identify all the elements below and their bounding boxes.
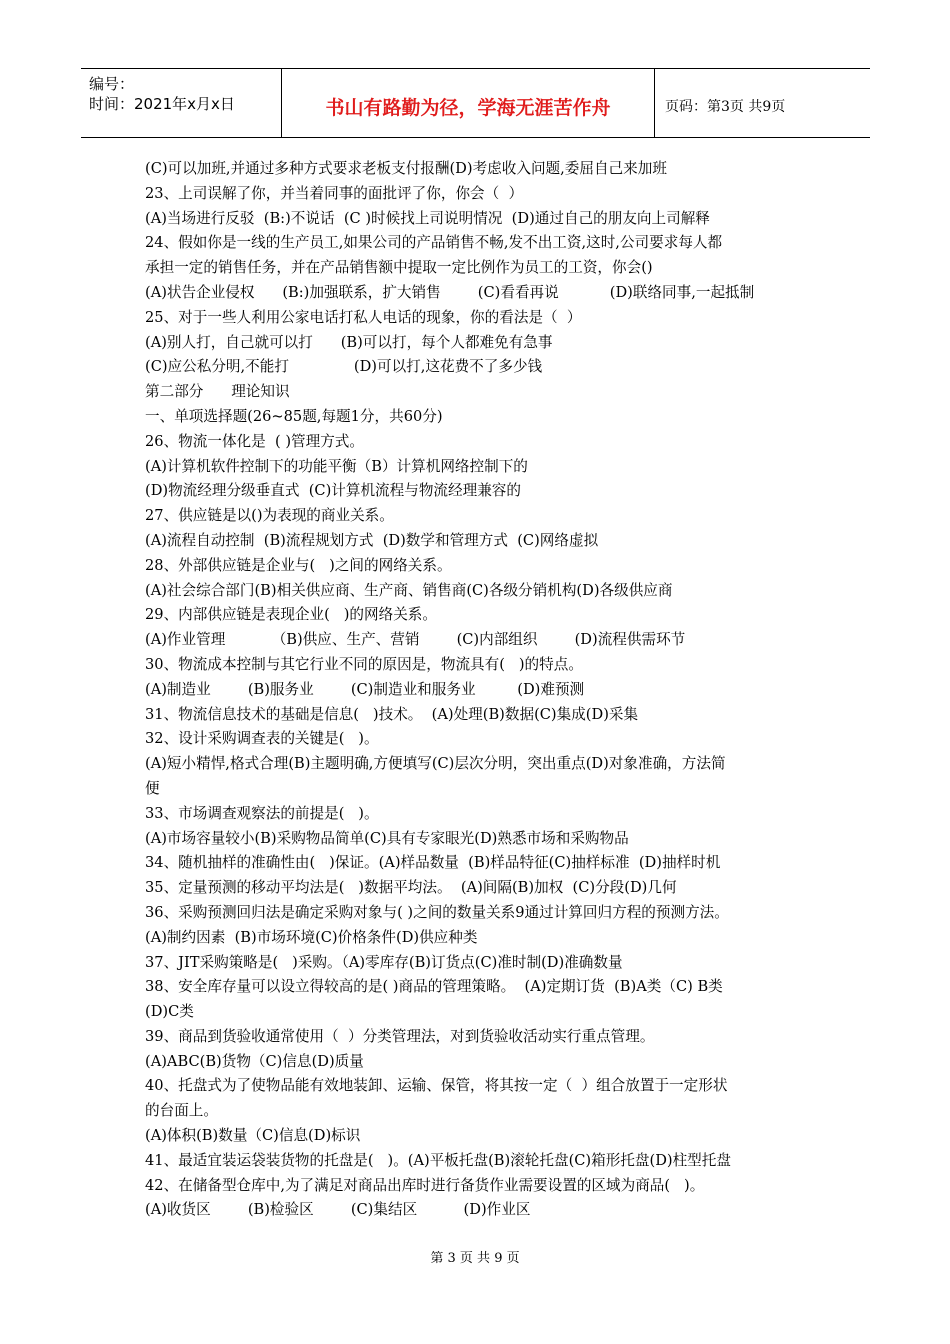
text-line: 的台面上。 [145,1102,218,1120]
text-line: (C)应公私分明,不能打 (D)可以打,这花费不了多少钱 [145,358,543,376]
text-line: (A)体积(B)数量（C)信息(D)标识 [145,1127,361,1145]
text-line: 27、供应链是以()为表现的商业关系。 [145,507,394,525]
text-line: 承担一定的销售任务，并在产品销售额中提取一定比例作为员工的工资，你会() [145,259,653,277]
text-line: 25、对于一些人利用公家电话打私人电话的现象，你的看法是（ ） [145,308,582,326]
text-line: (D)C类 [145,1003,194,1021]
page-info: 页码：第3页 共9页 [665,99,786,115]
text-line: (C)可以加班,并通过多种方式要求老板支付报酬(D)考虑收入问题,委屈自己来加班 [145,160,667,177]
text-line: (A)计算机软件控制下的功能平衡（B）计算机网络控制下的 [145,457,528,475]
text-line: 24、假如你是一线的生产员工,如果公司的产品销售不畅,发不出工资,这时,公司要求每人都 [145,234,723,252]
motto-text: 书山有路勤为径，学海无涯苦作舟 [325,97,611,119]
text-line: 23、上司误解了你，并当着同事的面批评了你，你会（ ） [145,184,524,202]
document-body [145,157,810,1223]
text-line: 29、内部供应链是表现企业( )的网络关系。 [145,606,437,624]
text-line: (A)状告企业侵权 (B:)加强联系，扩大销售 (C)看看再说 (D)联络同事,一起抵制 [145,283,755,301]
text-line: 37、JIT采购策略是( )采购。（A)零库存(B)订货点(C)准时制(D)准确数量 [145,953,623,971]
text-line: 26、物流一体化是 ( )管理方式。 [145,432,364,450]
text-line: 39、商品到货验收通常使用（ ）分类管理法，对到货验收活动实行重点管理。 [145,1027,655,1045]
text-line: 第二部分 理论知识 [145,383,290,401]
date-line: 时间：2021年x月x日 [89,95,235,113]
text-line: 31、物流信息技术的基础是信息( )技术。 (A)处理(B)数据(C)集成(D)采集 [145,705,639,723]
text-line: 35、定量预测的移动平均法是( )数据平均法。 (A)间隔(B)加权 (C)分段(D)几何 [145,879,677,897]
text-line: 40、托盘式为了使物品能有效地装卸、运输、保管，将其按一定（ ）组合放置于一定形状 [145,1077,728,1095]
text-line: 32、设计采购调查表的关键是( )。 [145,730,379,748]
text-line: (A)别人打，自己就可以打 (B)可以打，每个人都难免有急事 [145,333,553,351]
header-motto-cell [282,69,655,137]
text-line: (A)ABC(B)货物（C)信息(D)质量 [145,1052,364,1070]
text-line: (A)社会综合部门(B)相关供应商、生产商、销售商(C)各级分销机构(D)各级供应商 [145,581,673,599]
text-line: (A)短小精悍,格式合理(B)主题明确,方便填写(C)层次分明，突出重点(D)对象准确，方法简 [145,755,726,773]
page-header [81,68,870,138]
text-line: 34、随机抽样的准确性由( )保证。(A)样品数量 (B)样品特征(C)抽样标准 (D)抽样时机 [145,854,721,872]
header-page-cell [655,69,870,137]
text-line: (D)物流经理分级垂直式 (C)计算机流程与物流经理兼容的 [145,482,521,500]
text-line: 41、最适宜装运袋装货物的托盘是( )。(A)平板托盘(B)滚轮托盘(C)箱形托盘(D)柱型托盘 [145,1151,731,1169]
text-line: (A)制造业 (B)服务业 (C)制造业和服务业 (D)难预测 [145,680,585,698]
text-line: (A)市场容量较小(B)采购物品简单(C)具有专家眼光(D)熟悉市场和采购物品 [145,829,629,847]
text-line: 28、外部供应链是企业与( )之间的网络关系。 [145,556,452,574]
text-line: 33、市场调查观察法的前提是( )。 [145,804,379,822]
text-line: (A)当场进行反驳 (B:)不说话 (C )时候找上司说明情况 (D)通过自己的朋友向上司解释 [145,209,710,227]
text-line: 30、物流成本控制与其它行业不同的原因是，物流具有( )的特点。 [145,655,583,673]
text-line: 42、在储备型仓库中,为了满足对商品出库时进行备货作业需要设置的区域为商品( )。 [145,1176,705,1194]
page-footer: 第 3 页 共 9 页 [430,1251,520,1266]
serial-label: 编号： [89,75,135,93]
text-line: (A)收货区 (B)检验区 (C)集结区 (D)作业区 [145,1201,531,1219]
text-line: 36、采购预测回归法是确定采购对象与( )之间的数量关系9通过计算回归方程的预测方法。 [145,903,729,921]
text-line: (A)流程自动控制 (B)流程规划方式 (D)数学和管理方式 (C)网络虚拟 [145,531,599,549]
header-meta-cell [81,69,282,137]
text-line: (A)制约因素 (B)市场环境(C)价格条件(D)供应种类 [145,928,478,946]
text-line: 便 [145,779,160,797]
text-line: 38、安全库存量可以设立得较高的是( )商品的管理策略。 (A)定期订货 (B)A类（C) B类 [145,978,723,996]
text-line: 一、单项选择题(26~85题,每题1分，共60分) [145,407,443,425]
text-line: (A)作业管理 （B)供应、生产、营销 (C)内部组织 (D)流程供需环节 [145,631,686,649]
